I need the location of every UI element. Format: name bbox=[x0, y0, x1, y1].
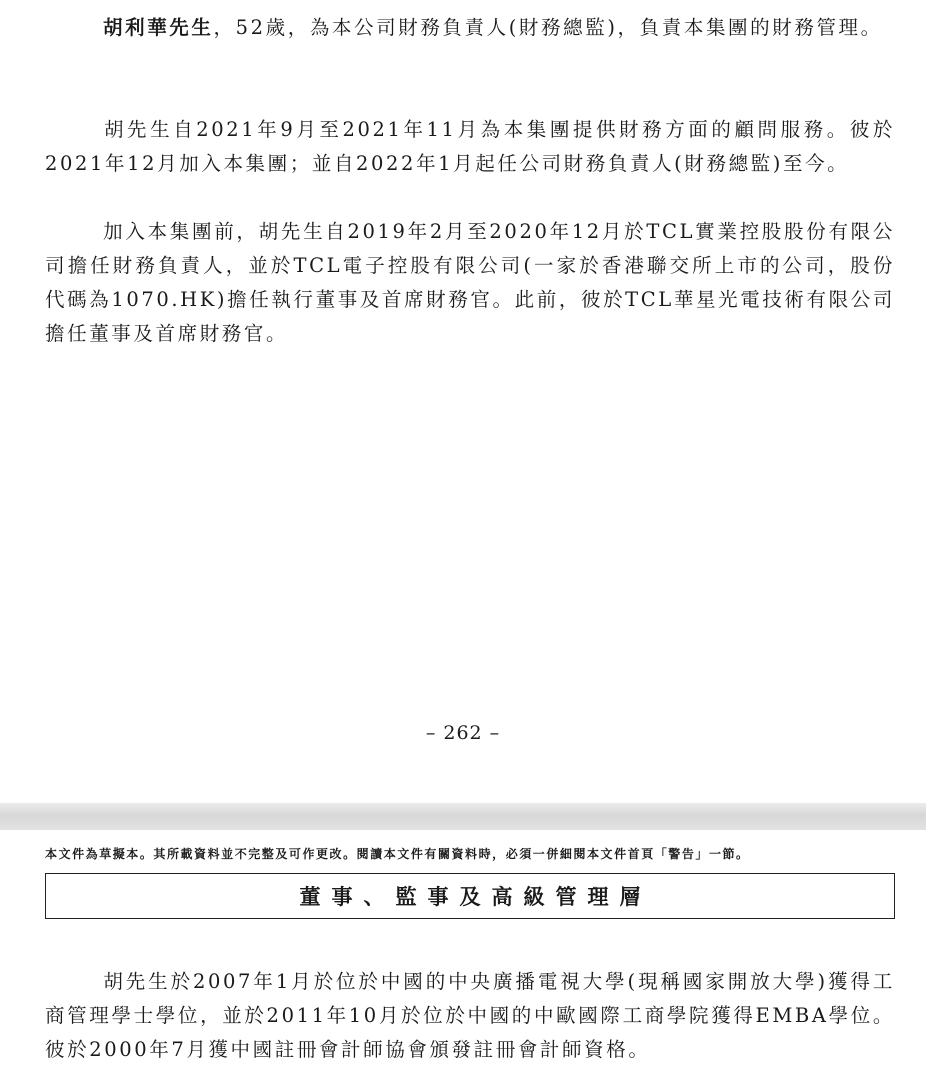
biography-paragraph-intro bbox=[45, 11, 895, 45]
person-name: 胡利華先生 bbox=[103, 16, 214, 39]
page-separator bbox=[0, 803, 926, 830]
biography-paragraph-education bbox=[45, 965, 895, 1067]
page-number: – 262 – bbox=[425, 722, 501, 744]
biography-paragraph-prior-experience bbox=[45, 215, 895, 351]
education-text: 胡先生於2007年1月於位於中國的中央廣播電視大學(現稱國家開放大學)獲得工商管理學士學位，並於2011年10月於位於中國的中歐國際工商學院獲得EMBA學位。彼於2000年7月獲中國註冊會計師協會頒發註冊會計師資格。 bbox=[45, 970, 895, 1061]
advisory-text: 胡先生自2021年9月至2021年11月為本集團提供財務方面的顧問服務。彼於2021年12月加入本集團；並自2022年1月起任公司財務負責人(財務總監)至今。 bbox=[45, 118, 895, 175]
prior-experience-text: 加入本集團前，胡先生自2019年2月至2020年12月於TCL實業控股股份有限公司擔任財務負責人，並於TCL電子控股有限公司(一家於香港聯交所上市的公司，股份代碼為1070.HK)擔任執行董事及首席財務官。此前，彼於TCL華星光電技術有限公司擔任董事及首席財務官。 bbox=[45, 220, 895, 345]
section-title: 董事、監事及高級管理層 bbox=[299, 885, 652, 909]
intro-text: ，52歲，為本公司財務負責人(財務總監)，負責本集團的財務管理。 bbox=[213, 16, 883, 39]
draft-notice: 本文件為草擬本。其所載資料並不完整及可作更改。閱讀本文件有關資料時，必須一併細閱本文件首頁「警告」一節。 bbox=[45, 847, 750, 861]
section-header-box bbox=[45, 873, 895, 919]
biography-paragraph-advisory bbox=[45, 113, 895, 181]
